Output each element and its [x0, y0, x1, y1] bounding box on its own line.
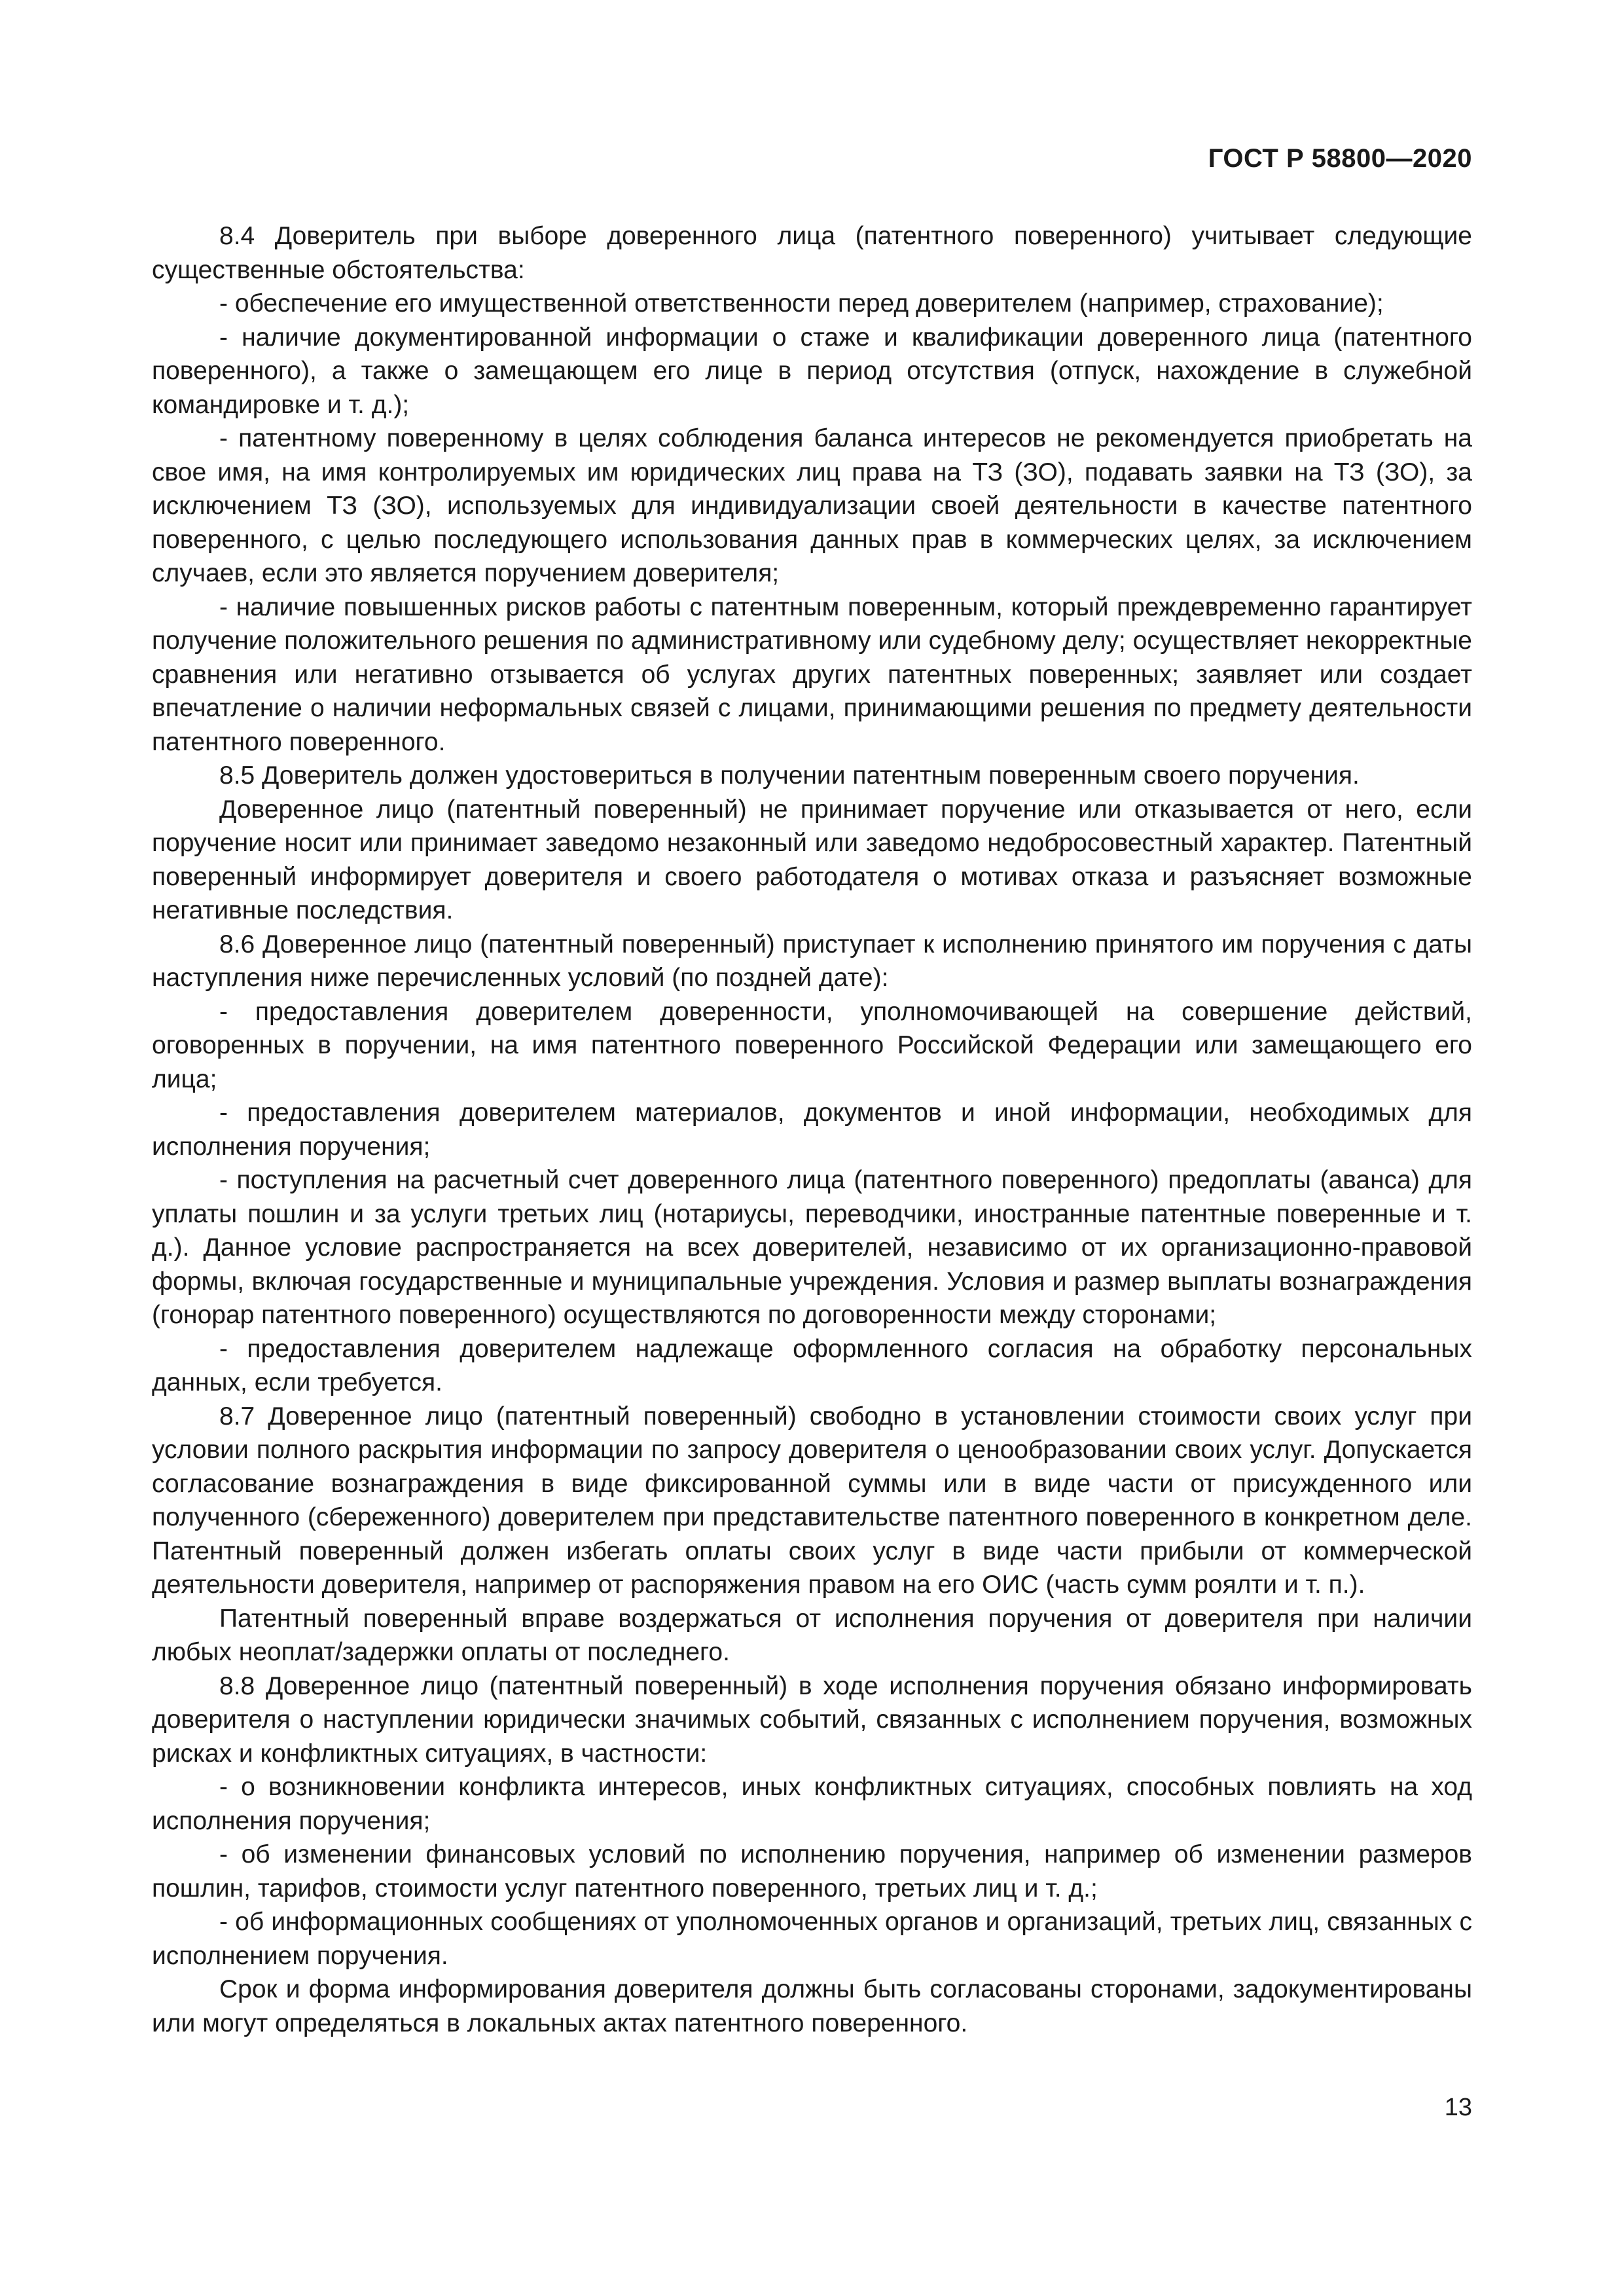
list-item: - патентному поверенному в целях соблюдения баланса интересов не рекомендуется приобретать на свое имя, на имя контролируемых им юридических лиц права на ТЗ (ЗО), подавать заявки на ТЗ (ЗО), за исключением ТЗ (ЗО), используемых для индивидуализации своей деятельности в качестве патентного поверенного, с целью последующего использования данных прав в коммерческих целях, за исключением случаев, если это является поручением доверителя; [152, 424, 1472, 587]
document-body [152, 219, 1472, 2040]
page-number: 13 [1444, 2094, 1472, 2121]
paragraph: Доверенное лицо (патентный поверенный) не принимает поручение или отказывается от него, если поручение носит или принимает заведомо незаконный или заведомо недобросовестный характер. Патентный поверенный информирует доверителя и своего работодателя о мотивах отказа и разъясняет возможные негативные последствия. [152, 795, 1472, 924]
paragraph-8-5: 8.5 Доверитель должен удостовериться в получении патентным поверенным своего поручения. [219, 761, 1360, 790]
list-item: - о возникновении конфликта интересов, иных конфликтных ситуациях, способных повлиять на ход исполнения поручения; [152, 1773, 1472, 1835]
paragraph-8-7: 8.7 Доверенное лицо (патентный поверенный) свободно в установлении стоимости своих услуг при условии полного раскрытия информации по запросу доверителя о ценообразовании своих услуг. Допускается согласование вознаграждения в виде фиксированной суммы или в виде части от присужденного или полученного (сбереженного) доверителем при представительстве патентного поверенного в конкретном деле. Патентный поверенный должен избегать оплаты своих услуг в виде части прибыли от коммерческой деятельности доверителя, например от распоряжения правом на его ОИС (часть сумм роялти и т. п.). [152, 1402, 1472, 1599]
list-item: - наличие повышенных рисков работы с патентным поверенным, который преждевременно гарантирует получение положительного решения по административному или судебному делу; осуществляет некорректные сравнения или негативно отзывается об услугах других патентных поверенных; заявляет или создает впечатление о наличии неформальных связей с лицами, принимающими решения по предмету деятельности патентного поверенного. [152, 592, 1472, 756]
paragraph: Срок и форма информирования доверителя должны быть согласованы сторонами, задокументированы или могут определяться в локальных актах патентного поверенного. [152, 1975, 1472, 2037]
list-item: - обеспечение его имущественной ответственности перед доверителем (например, страхование); [219, 289, 1384, 318]
list-item: - предоставления доверителем материалов, документов и иной информации, необходимых для исполнения поручения; [152, 1099, 1472, 1161]
list-item: - предоставления доверителем доверенности, уполномочивающей на совершение действий, оговоренных в поручении, на имя патентного поверенного Российской Федерации или замещающего его лица; [152, 997, 1472, 1093]
document-header: ГОСТ Р 58800—2020 [1208, 144, 1472, 173]
list-item: - предоставления доверителем надлежаще оформленного согласия на обработку персональных данных, если требуется. [152, 1334, 1472, 1396]
list-item: - об информационных сообщениях от уполномоченных органов и организаций, третьих лиц, связанных с исполнением поручения. [152, 1908, 1472, 1970]
list-item: - наличие документированной информации о стаже и квалификации доверенного лица (патентного поверенного), а также о замещающем его лице в период отсутствия (отпуск, нахождение в служебной командировке и т. д.); [152, 323, 1472, 419]
paragraph-8-4-intro: 8.4 Доверитель при выборе доверенного лица (патентного поверенного) учитывает следующие существенные обстоятельства: [152, 222, 1472, 284]
paragraph-8-6-intro: 8.6 Доверенное лицо (патентный поверенный) приступает к исполнению принятого им поручения с даты наступления ниже перечисленных условий (по поздней дате): [152, 930, 1472, 992]
list-item: - поступления на расчетный счет доверенного лица (патентного поверенного) предоплаты (аванса) для уплаты пошлин и за услуги третьих лиц (нотариусы, переводчики, иностранные патентные поверенные и т. д.). Данное условие распространяется на всех доверителей, независимо от их организационно-правовой формы, включая государственные и муниципальные учреждения. Условия и размер выплаты вознаграждения (гонорар патентного поверенного) осуществляются по договоренности между сторонами; [152, 1166, 1472, 1329]
paragraph-8-8-intro: 8.8 Доверенное лицо (патентный поверенный) в ходе исполнения поручения обязано информировать доверителя о наступлении юридически значимых событий, связанных с исполнением поручения, возможных рисках и конфликтных ситуациях, в частности: [152, 1671, 1472, 1768]
list-item: - об изменении финансовых условий по исполнению поручения, например об изменении размеров пошлин, тарифов, стоимости услуг патентного поверенного, третьих лиц и т. д.; [152, 1840, 1472, 1903]
paragraph: Патентный поверенный вправе воздержаться от исполнения поручения от доверителя при наличии любых неоплат/задержки оплаты от последнего. [152, 1604, 1472, 1666]
